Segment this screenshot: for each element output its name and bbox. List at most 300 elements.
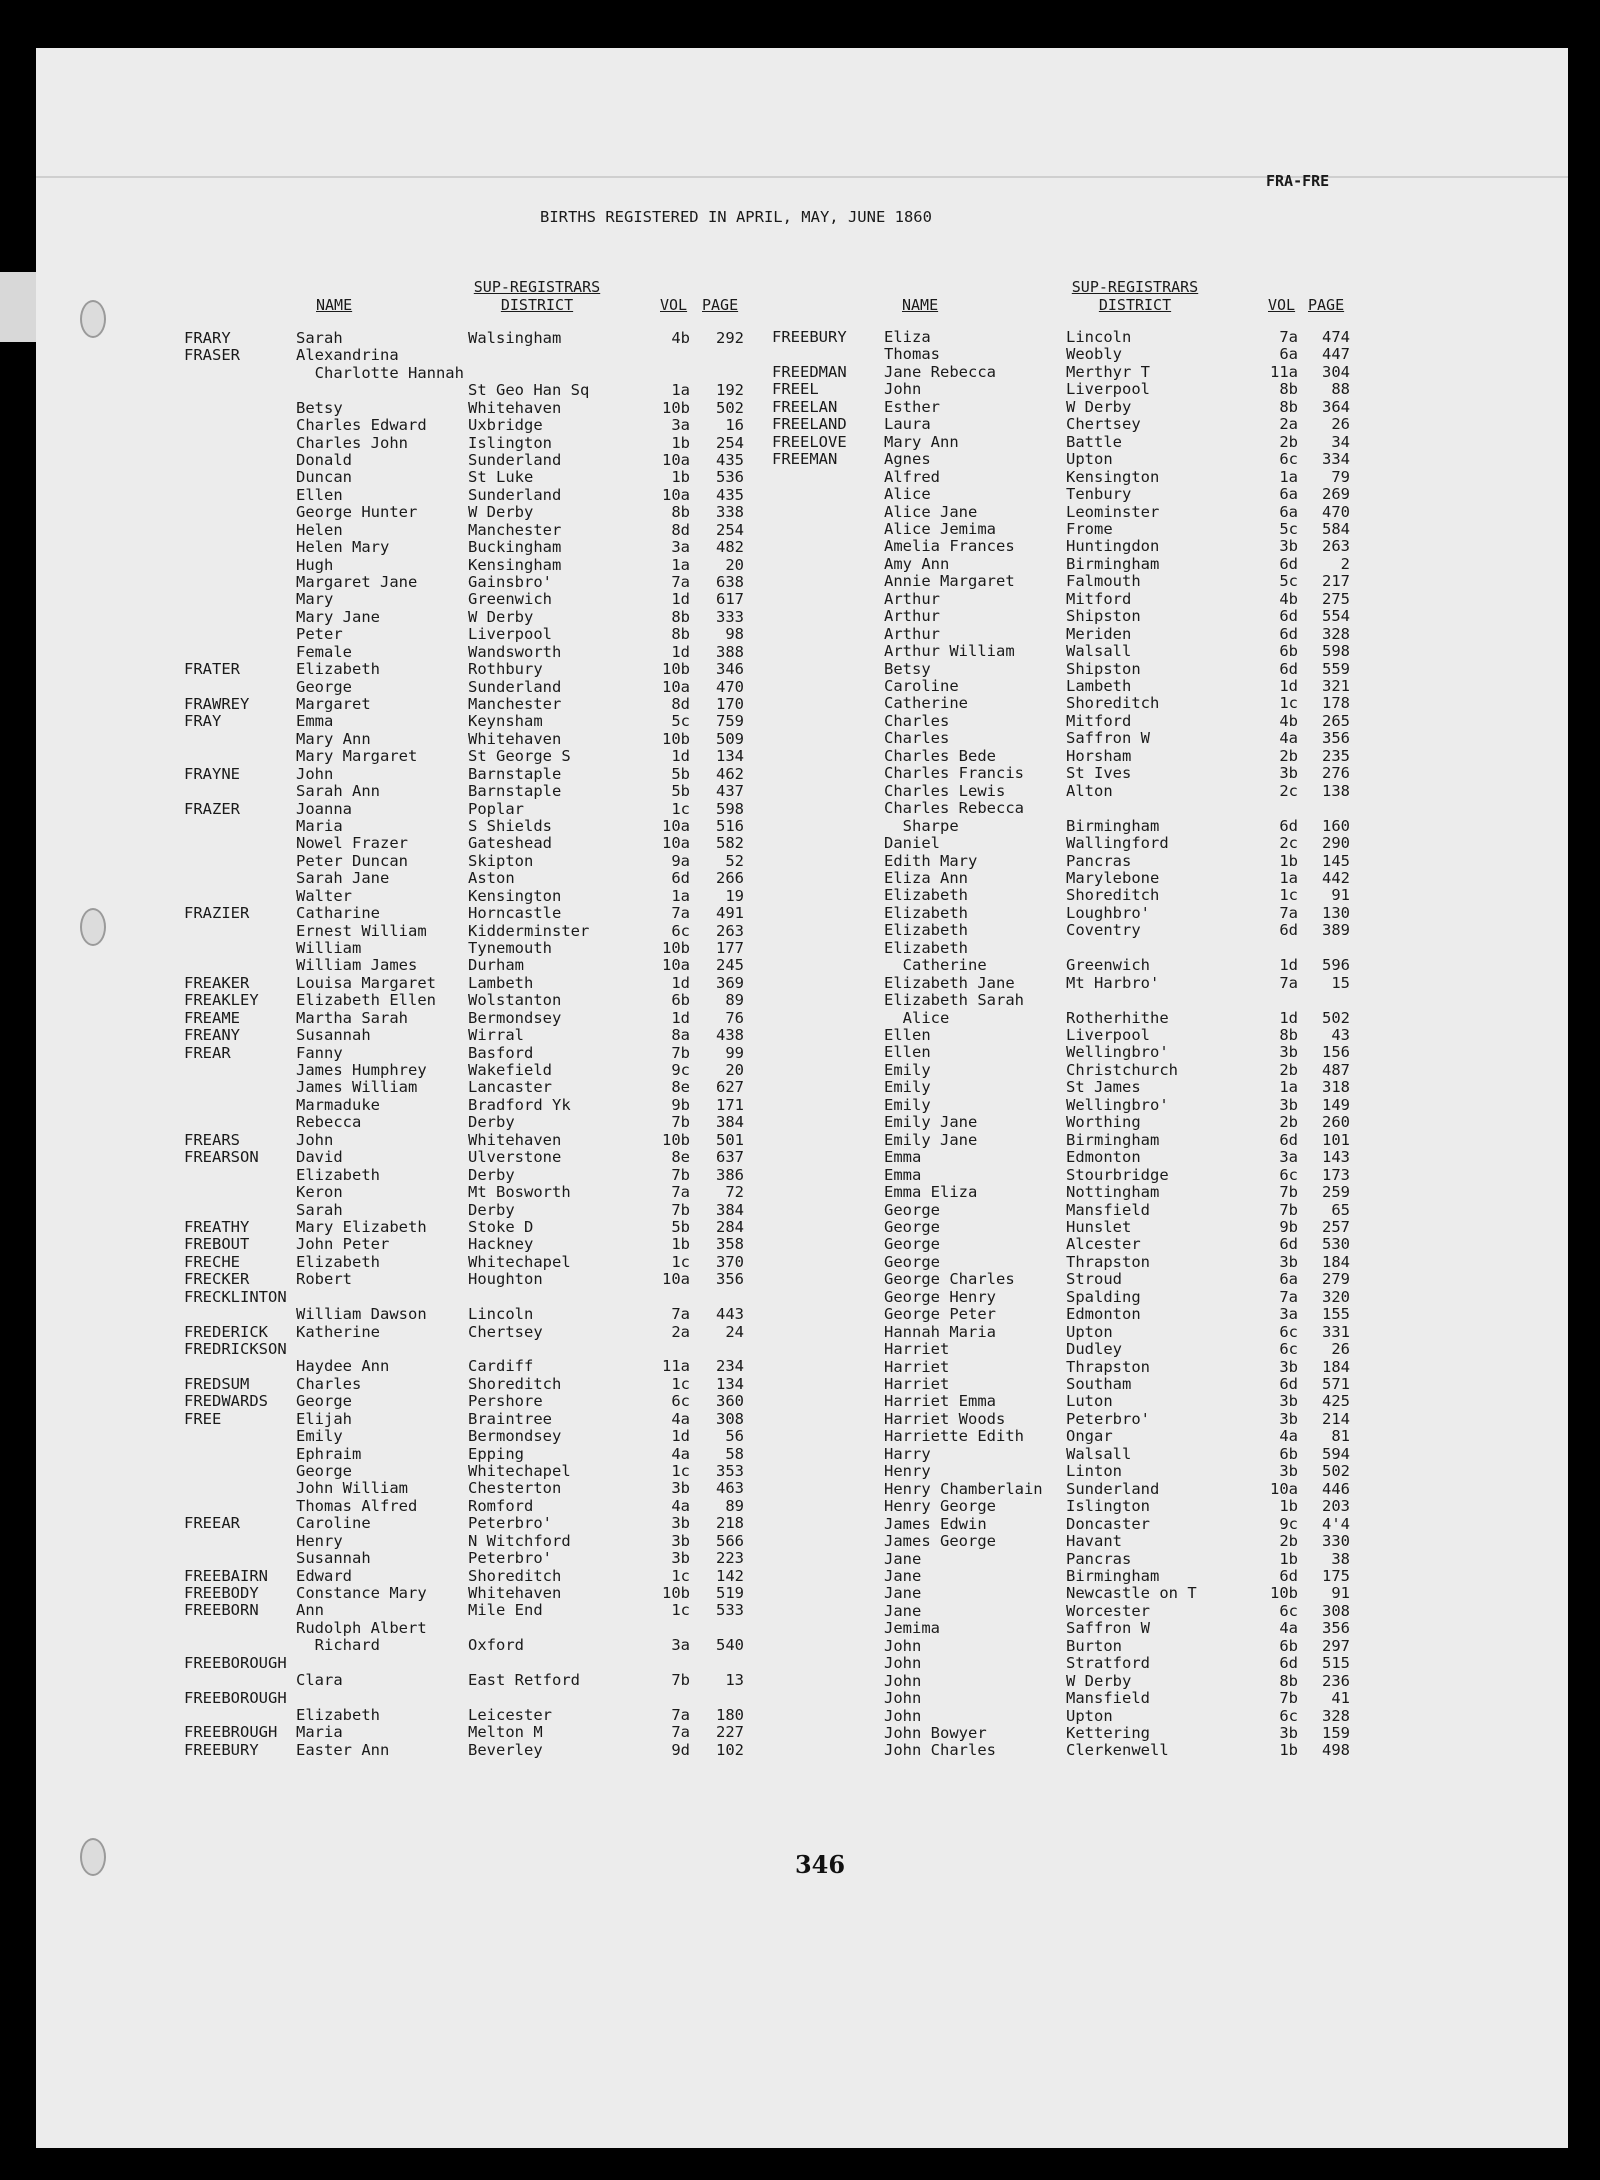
entry-vol: 1d [671,590,690,609]
left-vol-header: VOL [660,296,688,314]
entry-forename: George [296,1461,352,1480]
entry-district: Walsall [1066,1444,1132,1463]
entry-vol: 1c [671,1374,690,1393]
entry-page: 356 [716,1270,744,1289]
entry-district: Meriden [1066,624,1132,643]
entry-district: Liverpool [1066,1026,1150,1044]
entry-district: Kensington [1066,467,1160,486]
entry-page: 155 [1322,1305,1350,1324]
entry-forename: James William [296,1078,418,1097]
entry-forename: Charles [884,711,950,730]
entry-vol: 1b [671,1235,690,1254]
entry-district: St George S [468,747,571,766]
entry-forename: Alice Jemima [884,519,996,538]
entry-forename: Catherine [884,694,968,713]
entry-district: Marylebone [1066,868,1160,887]
entry-vol: 10a [662,677,690,696]
entry-page: 435 [716,485,744,504]
entry-page: 91 [1331,1584,1350,1603]
entry-forename: George Hunter [296,503,418,522]
entry-vol: 1d [671,642,690,661]
entry-forename: Alice [884,1008,950,1027]
entry-vol: 6b [671,991,690,1010]
entry-page: 173 [1322,1165,1350,1184]
entry-surname: FRAZIER [184,904,250,923]
entry-vol: 3b [671,1514,690,1533]
entry-page: 509 [716,729,744,748]
entry-vol: 1a [671,381,690,400]
entry-forename: Emily [884,1095,931,1114]
entry-vol: 7a [1279,328,1298,346]
entry-vol: 7b [671,1200,690,1219]
entry-page: 184 [1322,1252,1350,1271]
entry-district: Ongar [1066,1427,1113,1446]
entry-vol: 9a [671,851,690,870]
entry-vol: 6d [1279,921,1298,940]
entry-district: Newcastle on T [1066,1584,1197,1603]
entry-forename: Elizabeth [884,886,968,905]
entry-forename: Emily [296,1427,343,1446]
entry-forename: Martha Sarah [296,1008,408,1027]
entry-page: 34 [1331,432,1350,451]
entry-forename: John [884,1654,922,1673]
entry-district: Epping [468,1444,524,1463]
entry-page: 482 [716,538,744,557]
entry-page: 218 [716,1514,744,1533]
entry-page: 170 [716,695,744,714]
entry-page: 235 [1322,746,1350,765]
entry-surname: FRATER [184,660,240,679]
entry-forename: James George [884,1532,996,1551]
entry-forename: Arthur [884,589,940,608]
entry-district: Lincoln [468,1305,534,1324]
entry-vol: 5b [671,782,690,801]
entry-district: Bradford Yk [468,1095,571,1114]
entry-vol: 1b [1279,1549,1298,1568]
entry-forename: Eliza [884,328,931,346]
entry-district: Wallingford [1066,834,1169,853]
entry-vol: 6a [1279,485,1298,504]
entry-vol: 10a [662,485,690,504]
entry-forename: Alfred [884,467,940,486]
entry-forename: Charles Francis [884,764,1024,783]
entry-page: 540 [716,1636,744,1655]
entry-vol: 5b [671,764,690,783]
entry-vol: 10b [662,398,690,417]
entry-district: Lincoln [1066,328,1132,346]
binder-tab [0,272,36,342]
entry-forename: Elizabeth [296,1705,380,1724]
entry-vol: 6d [1279,607,1298,626]
entry-forename: George [884,1235,940,1254]
entry-forename: Jane [884,1584,922,1603]
entry-page: 203 [1322,1497,1350,1516]
entry-district: Liverpool [468,625,552,644]
entry-page: 263 [716,921,744,940]
entry-vol: 3a [671,416,690,435]
entry-vol: 10b [662,729,690,748]
entry-district: Shipston [1066,659,1141,678]
entry-page: 145 [1322,851,1350,870]
entry-vol: 6d [1279,1375,1298,1393]
entry-vol: 10b [662,660,690,679]
entry-surname: FREEBAIRN [184,1566,268,1585]
entry-page: 328 [1322,624,1350,643]
entry-vol: 10a [662,451,690,469]
entry-page: 138 [1322,781,1350,800]
entry-forename: Betsy [884,659,931,678]
entry-vol: 7b [671,1165,690,1184]
entry-vol: 4a [1279,1427,1298,1446]
entry-page: 360 [716,1392,744,1411]
entry-district: Whitehaven [468,729,562,748]
entry-forename: Donald [296,451,352,469]
entry-page: 24 [725,1322,744,1341]
entry-district: Saffron W [1066,729,1150,748]
entry-district: Walsingham [468,329,562,347]
entry-district: Coventry [1066,921,1141,940]
entry-page: 192 [716,381,744,400]
entry-forename: Charlotte Hannah [296,363,464,382]
entry-vol: 9b [671,1095,690,1114]
entry-vol: 4a [1279,1619,1298,1638]
entry-page: 627 [716,1078,744,1097]
entry-page: 759 [716,712,744,731]
entry-page: 353 [716,1461,744,1480]
entry-forename: Nowel Frazer [296,834,408,853]
entry-forename: Elizabeth [296,1165,380,1184]
entry-vol: 6a [1279,1270,1298,1289]
entry-page: 19 [725,886,744,905]
entry-vol: 2a [671,1322,690,1341]
entry-vol: 3b [1279,1043,1298,1062]
entry-forename: Peter [296,625,343,644]
entry-page: 328 [1322,1706,1350,1725]
entry-district: Worcester [1066,1601,1150,1620]
entry-vol: 1c [671,1601,690,1620]
entry-vol: 8b [1279,380,1298,399]
entry-vol: 6b [1279,642,1298,661]
entry-district: Hackney [468,1235,534,1254]
entry-vol: 8e [671,1148,690,1167]
entry-forename: Clara [296,1671,343,1690]
entry-forename: William [296,939,362,958]
entry-forename: Elizabeth Sarah [884,991,1024,1010]
entry-vol: 8d [671,520,690,539]
entry-forename: George [884,1200,940,1219]
entry-surname: FREDSUM [184,1374,250,1393]
entry-district: Hunslet [1066,1217,1132,1236]
entry-surname: FREELAND [772,415,847,434]
entry-page: 72 [725,1183,744,1202]
entry-page: 474 [1322,328,1350,346]
entry-forename: Richard [296,1636,380,1655]
entry-district: Wakefield [468,1061,552,1080]
entry-page: 142 [716,1566,744,1585]
entry-forename: Annie Margaret [884,572,1015,591]
entry-district: Tynemouth [468,939,552,958]
entry-vol: 8b [1279,1671,1298,1690]
entry-vol: 7b [671,1113,690,1132]
page-title: BIRTHS REGISTERED IN APRIL, MAY, JUNE 1860 [540,208,932,226]
entry-page: 260 [1322,1113,1350,1132]
entry-page: 98 [725,625,744,644]
entry-page: 304 [1322,362,1350,381]
entry-page: 279 [1322,1270,1350,1289]
entry-district: Houghton [468,1270,543,1289]
entry-district: Falmouth [1066,572,1141,591]
entry-forename: Katherine [296,1322,380,1341]
entry-forename: Thomas [884,345,940,364]
entry-district: Worthing [1066,1113,1141,1132]
entry-vol: 6c [671,921,690,940]
entry-district: Dudley [1066,1340,1122,1359]
entry-district: Romford [468,1496,534,1515]
entry-vol: 3b [1279,1392,1298,1411]
entry-district: Christchurch [1066,1060,1178,1079]
entry-page: 331 [1322,1322,1350,1341]
entry-district: Islington [1066,1497,1150,1516]
entry-district: Manchester [468,695,562,714]
entry-page: 334 [1322,450,1350,469]
entry-vol: 3b [1279,1462,1298,1481]
entry-vol: 5c [671,712,690,731]
entry-vol: 2a [1279,415,1298,434]
entry-forename: John [884,1636,922,1655]
entry-forename: Emily [884,1060,931,1079]
entry-forename: Helen [296,520,343,539]
entry-district: Thrapston [1066,1252,1150,1271]
right-name-header: NAME [902,296,939,314]
entry-district: Bermondsey [468,1427,562,1446]
entry-vol: 4b [671,329,690,347]
entry-forename: Elizabeth [296,660,380,679]
entry-page: 160 [1322,816,1350,835]
right-page-header: PAGE [1308,296,1345,314]
entry-district: Frome [1066,519,1113,538]
entry-vol: 3a [1279,1305,1298,1324]
entry-page: 559 [1322,659,1350,678]
entry-surname: FRECHE [184,1252,240,1271]
entry-district: Braintree [468,1409,552,1428]
entry-forename: Female [296,642,352,661]
entry-district: Stoke D [468,1217,534,1236]
entry-vol: 8b [671,625,690,644]
entry-district: Walsall [1066,642,1132,661]
entry-vol: 1d [671,1008,690,1027]
entry-forename: Louisa Margaret [296,973,436,992]
entry-district: Shipston [1066,607,1141,626]
entry-forename: Harriet Emma [884,1392,996,1411]
entry-vol: 7b [671,1043,690,1062]
entry-surname: FREDRICKSON [184,1339,287,1358]
punch-hole-top [80,300,106,338]
entry-page: 462 [716,764,744,783]
entry-surname: FREEAR [184,1514,240,1533]
entry-forename: Jane Rebecca [884,362,996,381]
entry-vol: 3a [671,1636,690,1655]
left-name-header: NAME [316,296,353,314]
entry-district: Chertsey [1066,415,1141,434]
entry-surname: FREELAN [772,397,838,416]
entry-page: 598 [716,799,744,818]
entry-vol: 9b [1279,1217,1298,1236]
entry-forename: Emma [884,1148,922,1167]
entry-vol: 10a [1270,1479,1298,1498]
entry-page: 254 [716,433,744,452]
entry-page: 4'4 [1322,1514,1350,1533]
entry-district: Basford [468,1043,534,1062]
entry-page: 26 [1331,1340,1350,1359]
entry-forename: Catharine [296,904,380,923]
entry-vol: 3b [1279,764,1298,783]
entry-forename: Ellen [884,1026,931,1044]
entry-district: Whitechapel [468,1252,571,1271]
entry-vol: 6d [1279,554,1298,573]
entry-district: Wandsworth [468,642,562,661]
entry-district: Ulverstone [468,1148,562,1167]
entry-surname: FREEBORN [184,1601,259,1620]
entry-district: Mile End [468,1601,543,1620]
entry-district: Mansfield [1066,1200,1150,1219]
entry-forename: Keron [296,1183,343,1202]
entry-forename: John Charles [884,1741,996,1760]
entry-district: Luton [1066,1392,1113,1411]
entry-surname: FREARS [184,1130,240,1149]
entry-forename: Ellen [296,485,343,504]
entry-vol: 1d [671,747,690,766]
entry-page: 447 [1322,345,1350,364]
entry-vol: 10b [662,1130,690,1149]
entry-forename: Fanny [296,1043,343,1062]
entry-page: 259 [1322,1183,1350,1202]
entry-page: 308 [1322,1601,1350,1620]
entry-forename: Haydee Ann [296,1357,390,1376]
entry-district: Pancras [1066,1549,1132,1568]
entry-vol: 6d [1279,1130,1298,1149]
entry-page: 257 [1322,1217,1350,1236]
entry-vol: 1c [671,1252,690,1271]
entry-forename: Sarah [296,1200,343,1219]
entry-district: Lancaster [468,1078,552,1097]
entry-district: Spalding [1066,1287,1141,1306]
entry-page: 91 [1331,886,1350,905]
entry-page: 320 [1322,1287,1350,1306]
entry-vol: 6c [1279,450,1298,469]
entry-vol: 4b [1279,711,1298,730]
entry-district: Havant [1066,1532,1122,1551]
entry-surname: FRASER [184,346,240,365]
entry-vol: 1a [1279,467,1298,486]
entry-vol: 7b [1279,1689,1298,1708]
entry-district: Lambeth [468,973,534,992]
entry-vol: 7a [671,904,690,923]
entry-forename: Mary Elizabeth [296,1217,427,1236]
entry-district: Burton [1066,1636,1122,1655]
entry-district: Alton [1066,781,1113,800]
entry-district: Peterbro' [468,1514,552,1533]
entry-forename: Mary Ann [884,432,959,451]
entry-district: Mitford [1066,589,1132,608]
entry-vol: 10b [662,1583,690,1602]
entry-forename: Sharpe [884,816,959,835]
entry-page: 318 [1322,1078,1350,1097]
entry-vol: 9d [671,1740,690,1759]
entry-vol: 1c [1279,886,1298,905]
entry-district: Whitehaven [468,1130,562,1149]
entry-page: 338 [716,503,744,522]
left-district-header-2: DISTRICT [500,296,574,314]
entry-page: 446 [1322,1479,1350,1498]
entry-district: Shoreditch [1066,694,1160,713]
entry-page: 217 [1322,572,1350,591]
entry-page: 175 [1322,1566,1350,1585]
entry-page: 369 [716,973,744,992]
entry-district: St Luke [468,468,534,487]
entry-surname: FREAKER [184,973,250,992]
entry-district: Buckingham [468,538,562,557]
entry-forename: Maria [296,817,343,836]
entry-page: 52 [725,851,744,870]
entry-forename: Caroline [884,677,959,695]
entry-forename: William Dawson [296,1305,427,1324]
entry-forename: George Charles [884,1270,1015,1289]
entry-page: 275 [1322,589,1350,608]
entry-vol: 10a [662,956,690,975]
entry-district: Birmingham [1066,1130,1160,1149]
entry-forename: George [884,1217,940,1236]
entry-vol: 6a [1279,345,1298,364]
entry-vol: 1b [1279,1741,1298,1760]
entry-page: 20 [725,1061,744,1080]
entry-vol: 6c [1279,1706,1298,1725]
scan-edge-line [36,176,1568,178]
entry-vol: 7a [671,1183,690,1202]
entry-vol: 2b [1279,432,1298,451]
entry-page: 498 [1322,1741,1350,1760]
entry-forename: Henry George [884,1497,996,1516]
entry-district: Saffron W [1066,1619,1150,1638]
entry-surname: FREEBURY [184,1740,259,1759]
entry-page: 15 [1331,973,1350,992]
entry-district: Pershore [468,1392,543,1411]
entry-district: Merthyr T [1066,362,1150,381]
entry-vol: 3b [1279,1724,1298,1742]
entry-forename: Marmaduke [296,1095,380,1114]
entry-vol: 5c [1279,572,1298,591]
entry-district: Aston [468,869,515,888]
entry-vol: 9c [671,1061,690,1080]
entry-forename: Arthur [884,607,940,626]
entry-vol: 2b [1279,1113,1298,1132]
entry-forename: Maria [296,1723,343,1742]
entry-vol: 9c [1279,1514,1298,1533]
entry-forename: Henry Chamberlain [884,1479,1043,1498]
entry-page: 13 [725,1671,744,1690]
entry-district: Wellingbro' [1066,1095,1169,1114]
entry-forename: Robert [296,1270,352,1289]
entry-forename: Elizabeth Jane [884,973,1015,992]
entry-page: 254 [716,520,744,539]
entry-district: Greenwich [1066,956,1150,975]
entry-page: 617 [716,590,744,609]
entry-district: Whitechapel [468,1461,571,1480]
entry-forename: Charles Bede [884,746,996,765]
entry-page: 364 [1322,397,1350,416]
entry-district: Chertsey [468,1322,543,1341]
entry-forename: Easter Ann [296,1740,390,1759]
entry-forename: Mary [296,590,334,609]
